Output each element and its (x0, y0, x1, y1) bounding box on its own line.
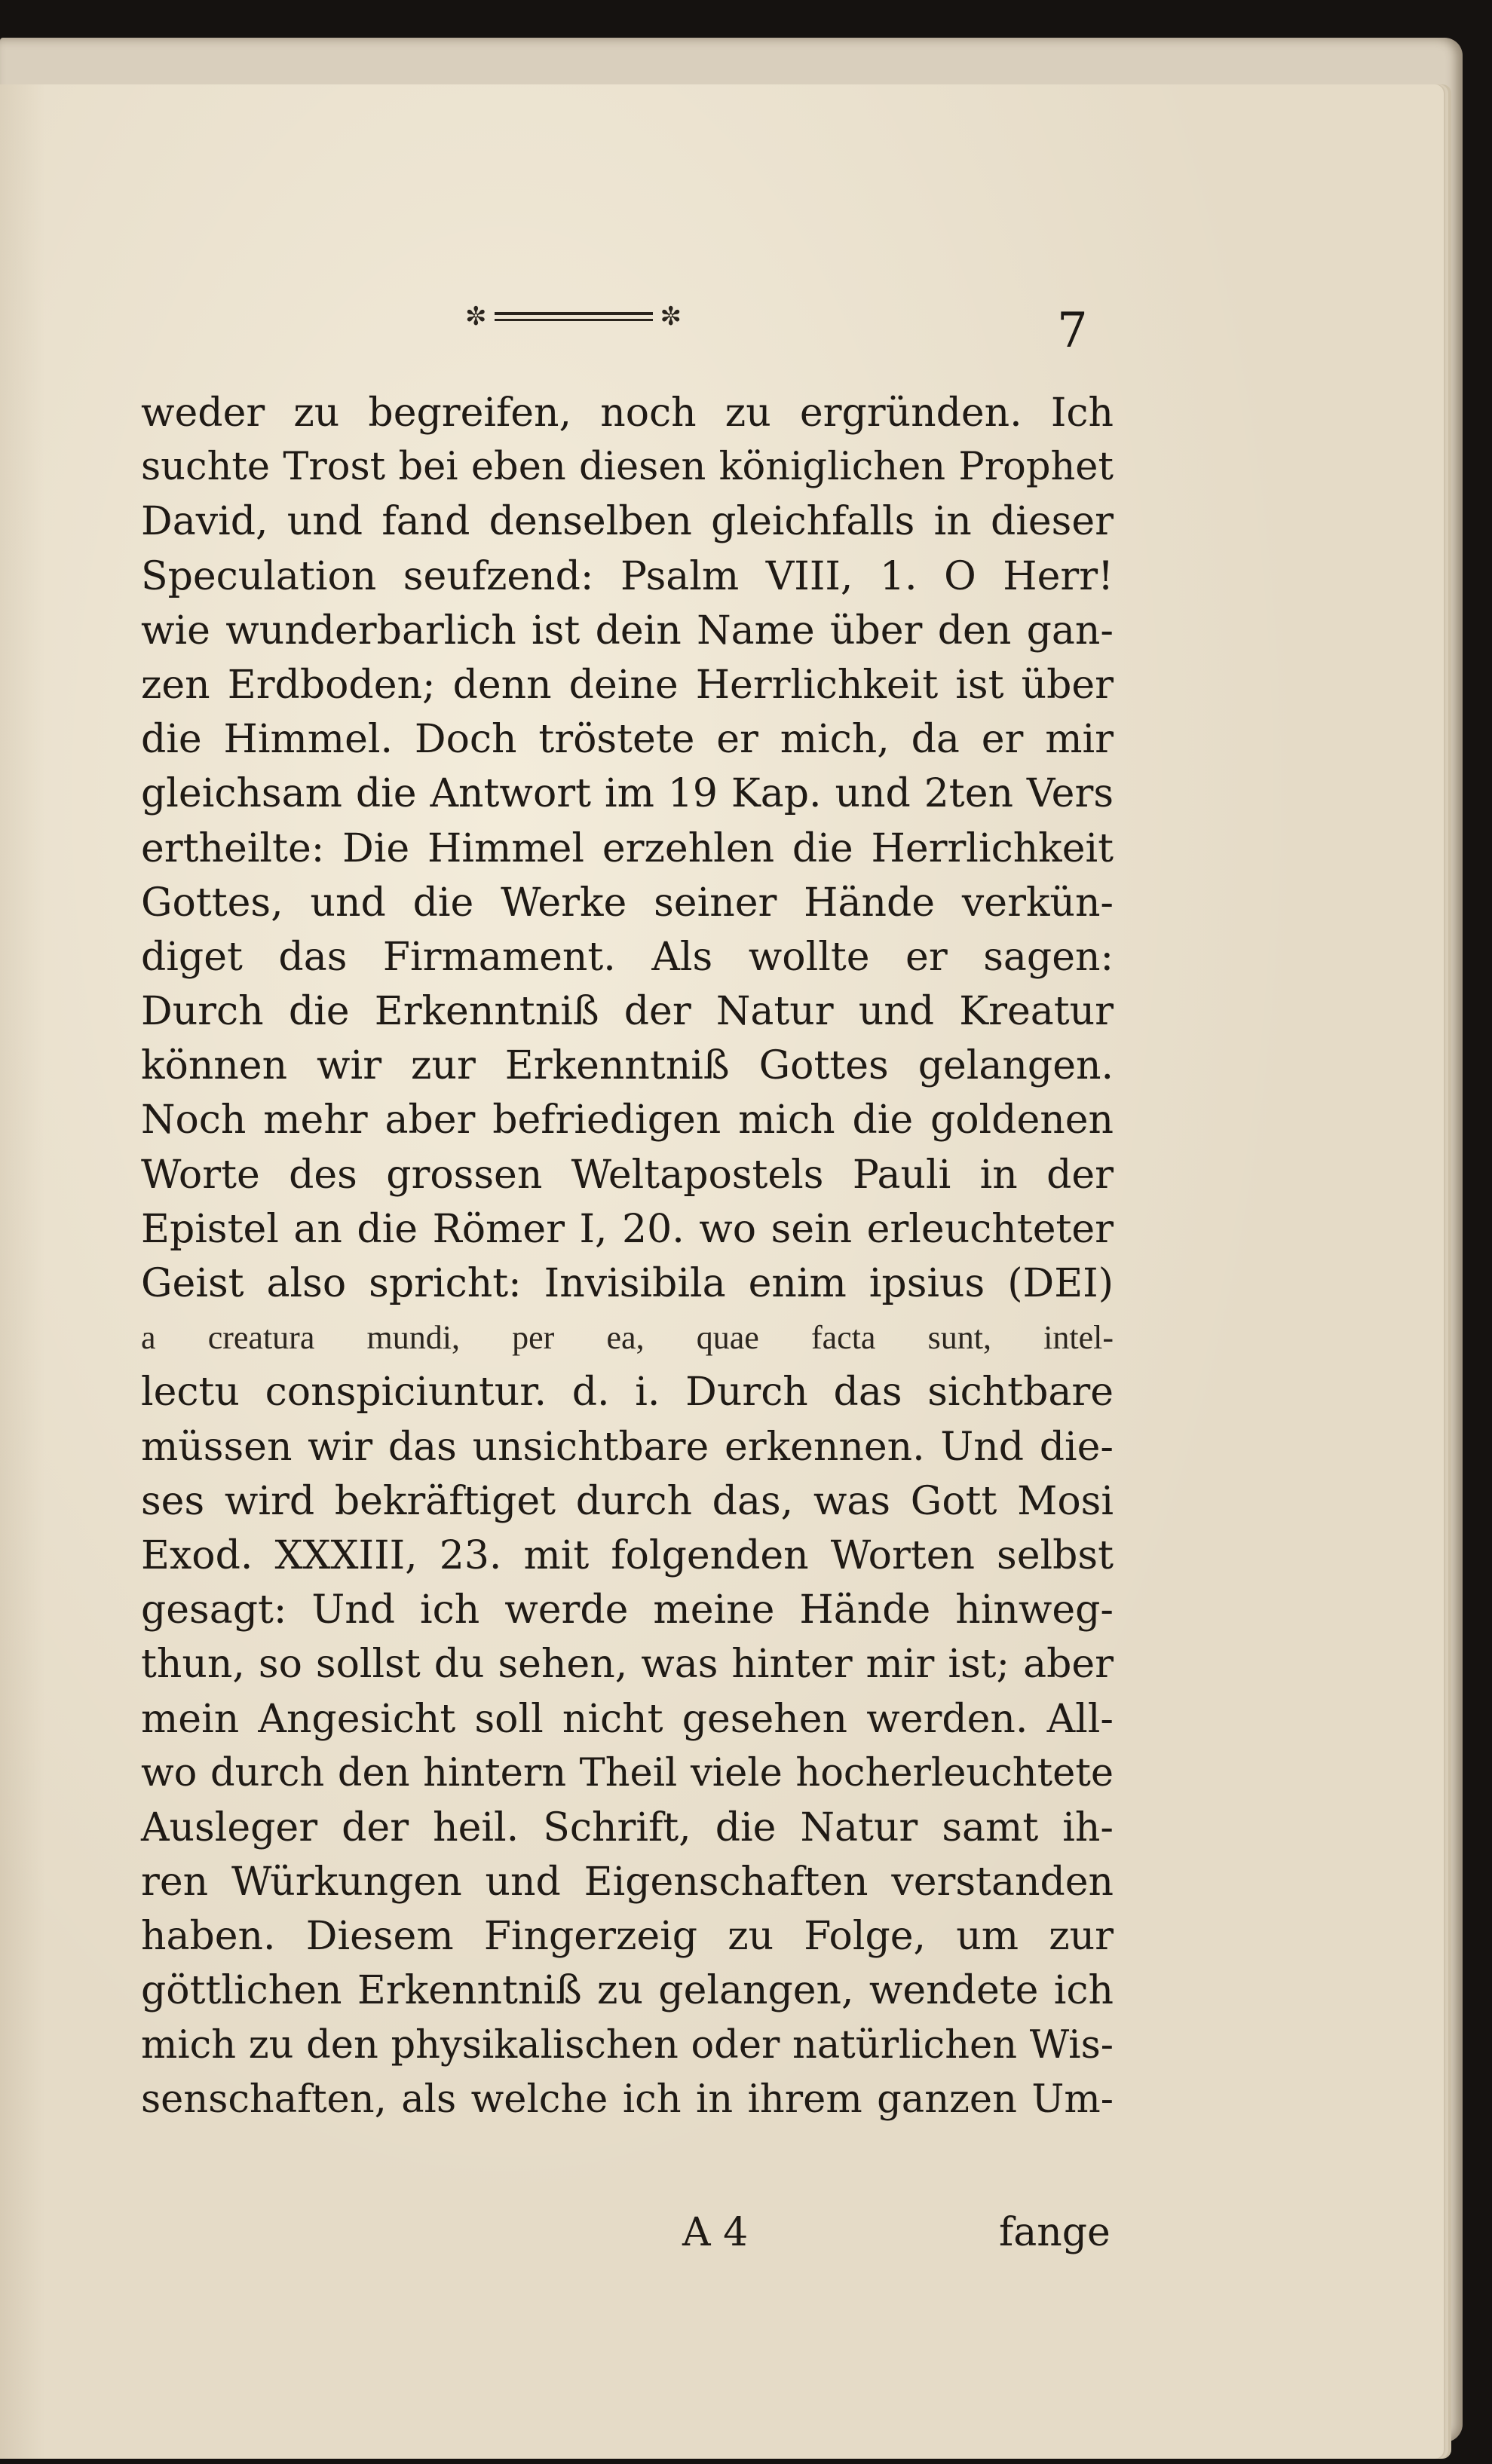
text-line: wo durch den hintern Theil viele hocherleuchtete (141, 1750, 1114, 1795)
text-line: müssen wir das unsichtbare erkennen. Und die- (141, 1424, 1114, 1470)
ornament-rule (495, 312, 653, 321)
text-line: thun, so sollst du sehen, was hinter mir ist; aber (141, 1642, 1114, 1688)
text-line: gesagt: Und ich werde meine Hände hinweg- (141, 1587, 1114, 1633)
text-line: Epistel an die Römer I, 20. wo sein erleuchteter (141, 1206, 1114, 1252)
signature-mark: A 4 (682, 2210, 749, 2255)
text-line: suchte Trost bei eben diesen königlichen Prophet (141, 445, 1114, 490)
text-line: haben. Diesem Fingerzeig zu Folge, um zur (141, 1914, 1114, 1960)
text-line: ses wird bekräftiget durch das, was Gott Mosi (141, 1478, 1114, 1524)
text-line: Durch die Erkenntniß der Natur und Kreatur (141, 989, 1114, 1035)
text-line: mein Angesicht soll nicht gesehen werden. All- (141, 1696, 1114, 1742)
text-line: Noch mehr aber befriedigen mich die goldenen (141, 1097, 1114, 1143)
text-line: die Himmel. Doch tröstete er mich, da er mir (141, 717, 1114, 763)
text-line: Worte des grossen Weltapostels Pauli in der (141, 1152, 1114, 1198)
page-number: 7 (1057, 303, 1088, 359)
text-line: Exod. XXXIII, 23. mit folgenden Worten selbst (141, 1532, 1114, 1578)
text-line: ertheilte: Die Himmel erzehlen die Herrlichkeit (141, 825, 1114, 871)
text-line: Geist also spricht: Invisibila enim ipsius (DEI) (141, 1261, 1114, 1306)
text-line-latin: a creatura mundi, per ea, quae facta sunt, intel- (141, 1319, 1114, 1357)
text-line: weder zu begreifen, noch zu ergründen. Ich (141, 390, 1114, 436)
text-line: David, und fand denselben gleichfalls in dieser (141, 499, 1114, 545)
body-text (141, 386, 1114, 2127)
text-line: Gottes, und die Werke seiner Hände verkün- (141, 880, 1114, 926)
text-line: zen Erdboden; denn deine Herrlichkeit ist über (141, 662, 1114, 708)
book-page (0, 84, 1444, 2459)
fleuron-left-icon: ✼ (465, 301, 487, 332)
text-line: Ausleger der heil. Schrift, die Natur samt ih- (141, 1804, 1114, 1850)
text-line: mich zu den physikalischen oder natürlichen Wis- (141, 2022, 1114, 2068)
text-line: ren Würkungen und Eigenschaften verstanden (141, 1859, 1114, 1905)
catchword: fange (999, 2210, 1111, 2255)
text-line: wie wunderbarlich ist dein Name über den gan- (141, 608, 1114, 653)
text-line: göttlichen Erkenntniß zu gelangen, wendete ich (141, 1968, 1114, 2014)
text-line: Speculation seufzend: Psalm VIII, 1. O Herr! (141, 553, 1114, 599)
text-line: gleichsam die Antwort im 19 Kap. und 2ten Vers (141, 771, 1114, 817)
text-line: lectu conspiciuntur. d. i. Durch das sichtbare (141, 1370, 1114, 1416)
fleuron-right-icon: ✼ (660, 301, 682, 332)
header-ornament (465, 300, 737, 333)
text-line: senschaften, als welche ich in ihrem ganzen Um- (141, 2077, 1114, 2122)
text-line: können wir zur Erkenntniß Gottes gelangen. (141, 1043, 1114, 1089)
text-line: diget das Firmament. Als wollte er sagen: (141, 934, 1114, 980)
book-page-stack (0, 38, 1463, 2442)
